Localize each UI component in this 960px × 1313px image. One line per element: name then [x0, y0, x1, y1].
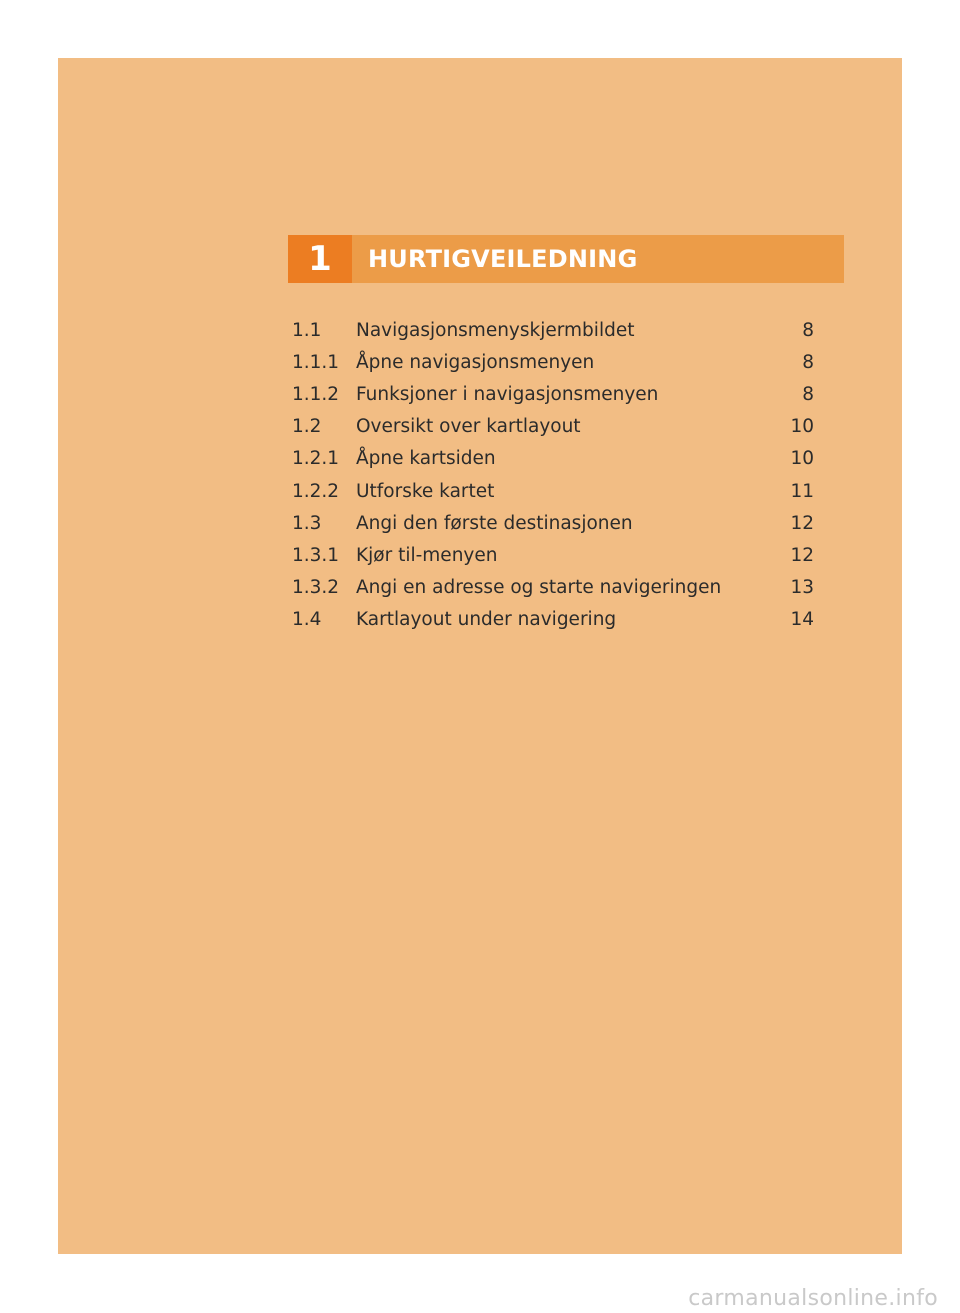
toc-row[interactable] — [292, 314, 814, 346]
toc-section-number: 1.3 — [292, 512, 322, 534]
toc-row[interactable] — [292, 443, 814, 475]
toc-row[interactable] — [292, 475, 814, 507]
toc-section-number: 1.1 — [292, 319, 322, 341]
toc-page-number: 8 — [802, 319, 814, 341]
toc-section-title: Kjør til-menyen — [356, 544, 498, 566]
toc-page-number: 13 — [790, 577, 814, 599]
toc-section-title: Angi den første destinasjonen — [356, 512, 633, 534]
toc-section-number: 1.2 — [292, 416, 322, 438]
toc-section-title: Navigasjonsmenyskjermbildet — [356, 319, 635, 341]
toc-row[interactable] — [292, 346, 814, 378]
toc-page-number: 8 — [802, 351, 814, 373]
toc-section-title: Angi en adresse og starte navigeringen — [356, 577, 722, 599]
chapter-number: 1 — [288, 235, 352, 283]
toc-page-number: 10 — [790, 416, 814, 438]
chapter-header — [288, 235, 844, 283]
toc-page-number: 8 — [802, 383, 814, 405]
toc-row[interactable] — [292, 604, 814, 636]
toc-section-number: 1.2.1 — [292, 448, 340, 470]
toc-section-number: 1.4 — [292, 609, 322, 631]
toc-page-number: 12 — [790, 544, 814, 566]
toc-page-number: 14 — [790, 609, 814, 631]
toc-section-number: 1.1.2 — [292, 383, 340, 405]
toc-section-title: Oversikt over kartlayout — [356, 416, 581, 438]
toc-section-number: 1.3.1 — [292, 544, 340, 566]
toc-section-number: 1.1.1 — [292, 351, 340, 373]
toc-section-number: 1.2.2 — [292, 480, 340, 502]
toc-section-number: 1.3.2 — [292, 577, 340, 599]
toc-section-title: Utforske kartet — [356, 480, 495, 502]
toc-row[interactable] — [292, 378, 814, 410]
chapter-title: HURTIGVEILEDNING — [352, 235, 844, 283]
toc-section-title: Åpne navigasjonsmenyen — [356, 351, 595, 373]
toc-page-number: 11 — [790, 480, 814, 502]
toc-section-title: Kartlayout under navigering — [356, 609, 617, 631]
toc-row[interactable] — [292, 411, 814, 443]
toc-row[interactable] — [292, 507, 814, 539]
table-of-contents — [292, 314, 814, 636]
toc-section-title: Funksjoner i navigasjonsmenyen — [356, 383, 659, 405]
toc-page-number: 12 — [790, 512, 814, 534]
toc-row[interactable] — [292, 539, 814, 571]
toc-page-number: 10 — [790, 448, 814, 470]
toc-section-title: Åpne kartsiden — [356, 448, 496, 470]
watermark: carmanualsonline.info — [688, 1286, 938, 1311]
toc-row[interactable] — [292, 572, 814, 604]
